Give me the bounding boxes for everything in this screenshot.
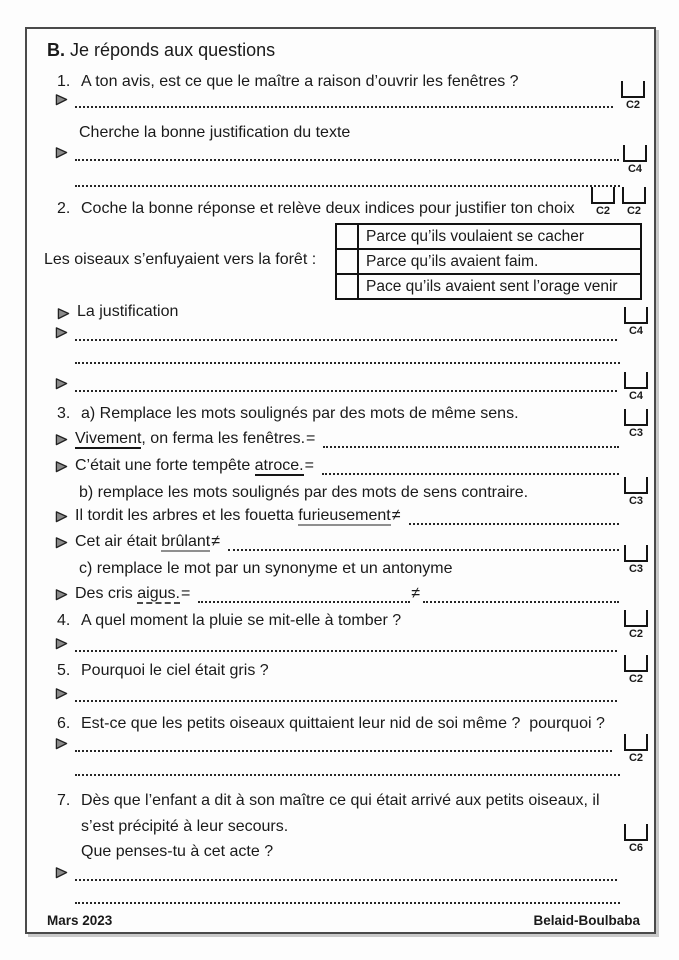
sentence-text: Vivement, on ferma les fenêtres.=: [75, 430, 316, 447]
answer-line-q1: [55, 88, 613, 108]
competence-label: C3: [628, 427, 644, 439]
question-text: Est-ce que les petits oiseaux quittaient leur nid de soi même ? pourquoi ?: [81, 715, 605, 732]
answer-line-q5: [55, 682, 617, 702]
question-3b: b) remplace les mots soulignés par des mots de sens contraire.: [79, 484, 529, 501]
option-checkbox[interactable]: [336, 249, 358, 274]
answer-blank[interactable]: [75, 86, 613, 108]
section-title-text: Je réponds aux questions: [70, 40, 276, 60]
arrow-icon: [55, 93, 68, 106]
arrow-icon: [55, 637, 68, 650]
neq-sign: ≠: [411, 585, 421, 602]
competence-box-icon: [624, 545, 648, 562]
instruction-cherche: Cherche la bonne justification du texte: [79, 124, 351, 141]
competence-label: C2: [628, 673, 644, 685]
competence-label: C4: [628, 390, 644, 402]
competence-badge-q3a: [623, 409, 649, 439]
competence-box-icon: [623, 145, 647, 162]
question-number: 6.: [57, 715, 71, 732]
exercise-line-aigus: [55, 583, 619, 603]
competence-box-icon: [624, 655, 648, 672]
competence-label: C2: [628, 628, 644, 640]
arrow-icon: [57, 307, 70, 320]
arrow-icon: [55, 536, 68, 549]
question-7-line2: s’est précipité à leur secours.: [81, 818, 289, 835]
arrow-icon: [55, 588, 68, 601]
option-checkbox[interactable]: [336, 274, 358, 299]
exercise-line-furieusement: [55, 505, 619, 525]
competence-badge-q7: [623, 824, 649, 854]
answer-blank[interactable]: [322, 453, 619, 475]
option-label: Parce qu’ils avaient faim.: [358, 249, 641, 274]
competence-badge-just-2: [623, 372, 649, 402]
question-text: Coche la bonne réponse et relève deux indices pour justifier ton choix: [81, 200, 575, 217]
answer-blank[interactable]: [323, 426, 619, 448]
answer-blank[interactable]: [75, 859, 617, 881]
answer-line-q7: [55, 861, 617, 881]
competence-box-icon: [624, 610, 648, 627]
competence-badge-q1: [620, 81, 646, 111]
page-footer: [47, 913, 640, 928]
exercise-line-brulant: [55, 531, 619, 551]
question-number: 1.: [57, 73, 71, 90]
question-number: 2.: [57, 200, 71, 217]
answer-blank[interactable]: [75, 344, 620, 364]
answer-blank[interactable]: [75, 139, 619, 161]
arrow-icon: [55, 433, 68, 446]
section-letter: B.: [47, 40, 65, 60]
competence-badge-q6: [623, 734, 649, 764]
answer-line-just-1: [55, 321, 617, 341]
competence-label: C2: [625, 99, 641, 111]
option-row: [336, 274, 641, 299]
competence-box-icon: [624, 307, 648, 324]
options-table: [335, 223, 642, 300]
question-text: Pourquoi le ciel était gris ?: [81, 662, 269, 679]
question-text: a) Remplace les mots soulignés par des mots de même sens.: [81, 405, 519, 422]
sentence-text: Il tordit les arbres et les fouetta furieusement≠: [75, 507, 401, 524]
answer-blank[interactable]: [75, 756, 620, 776]
arrow-icon: [55, 326, 68, 339]
competence-label: C2: [595, 205, 611, 217]
answer-blank[interactable]: [75, 630, 617, 652]
answer-blank[interactable]: [75, 370, 617, 392]
competence-box-icon: [621, 81, 645, 98]
sentence-text: Cet air était brûlant≠: [75, 533, 220, 550]
answer-blank[interactable]: [75, 730, 612, 752]
competence-box-icon: [624, 409, 648, 426]
competence-badge-q3c: [623, 545, 649, 575]
answer-line-cherche: [55, 141, 619, 161]
arrow-icon: [55, 146, 68, 159]
answer-blank[interactable]: [75, 884, 620, 904]
answer-line-just-2: [55, 372, 617, 392]
exercise-line-vivement: [55, 428, 619, 448]
question-3a: [57, 403, 519, 424]
competence-box-icon: [624, 734, 648, 751]
arrow-icon: [55, 866, 68, 879]
answer-blank[interactable]: [228, 529, 619, 551]
answer-blank[interactable]: [198, 581, 410, 603]
competence-label: C6: [628, 842, 644, 854]
answer-blank[interactable]: [409, 503, 620, 525]
question-number: 7.: [57, 792, 71, 809]
competence-badge-q5: [623, 655, 649, 685]
competence-badge-q2-b: [621, 187, 647, 217]
arrow-icon: [55, 510, 68, 523]
question-7-line3: Que penses-tu à cet acte ?: [81, 843, 274, 860]
arrow-icon: [55, 737, 68, 750]
competence-box-icon: [624, 824, 648, 841]
question-number: 4.: [57, 612, 71, 629]
arrow-icon: [55, 687, 68, 700]
question-4: [57, 610, 401, 631]
option-row: [336, 224, 641, 249]
competence-label: C2: [626, 205, 642, 217]
option-row: [336, 249, 641, 274]
sentence-text: C’était une forte tempête atroce.=: [75, 457, 314, 474]
competence-label: C3: [628, 495, 644, 507]
competence-box-icon: [591, 187, 615, 204]
page-title: [47, 40, 275, 61]
label-text: La justification: [77, 303, 179, 320]
competence-badge-q4: [623, 610, 649, 640]
competence-box-icon: [622, 187, 646, 204]
arrow-icon: [55, 460, 68, 473]
option-checkbox[interactable]: [336, 224, 358, 249]
question-3c: c) remplace le mot par un synonyme et un antonyme: [79, 560, 453, 577]
competence-box-icon: [624, 372, 648, 389]
exercise-line-atroce: [55, 455, 619, 475]
answer-blank[interactable]: [75, 319, 617, 341]
footer-date: Mars 2023: [47, 913, 113, 928]
competence-label: C3: [628, 563, 644, 575]
question-text: A quel moment la pluie se mit-elle à tomber ?: [81, 612, 402, 629]
question-2: [57, 198, 575, 219]
competence-badge-q2-a: [590, 187, 616, 217]
question-5: [57, 660, 269, 681]
answer-line-q4: [55, 632, 617, 652]
option-label: Pace qu’ils avaient sent l’orage venir: [358, 274, 641, 299]
answer-blank[interactable]: [75, 680, 617, 702]
sentence-text: Des cris aigus.=: [75, 585, 191, 602]
question-text: A ton avis, est ce que le maître a raison d’ouvrir les fenêtres ?: [81, 73, 519, 90]
question-number: 3.: [57, 405, 71, 422]
answer-blank[interactable]: [423, 581, 619, 603]
competence-badge-just-1: [623, 307, 649, 337]
question-7: [57, 790, 600, 811]
arrow-icon: [55, 377, 68, 390]
question-text: Dès que l’enfant a dit à son maître ce qui était arrivé aux petits oiseaux, il: [81, 792, 600, 809]
answer-blank[interactable]: [75, 167, 620, 187]
q2-stem: Les oiseaux s’enfuyaient vers la forêt :: [44, 251, 317, 268]
page-border-frame: [25, 27, 656, 934]
option-label: Parce qu’ils voulaient se cacher: [358, 224, 641, 249]
question-number: 5.: [57, 662, 71, 679]
answer-line-q6: [55, 732, 612, 752]
competence-label: C4: [628, 325, 644, 337]
competence-label: C2: [628, 752, 644, 764]
footer-author: Belaid-Boulbaba: [533, 913, 640, 928]
competence-badge-q3b: [623, 477, 649, 507]
competence-box-icon: [624, 477, 648, 494]
competence-badge-cherche: [622, 145, 648, 175]
competence-label: C4: [627, 163, 643, 175]
